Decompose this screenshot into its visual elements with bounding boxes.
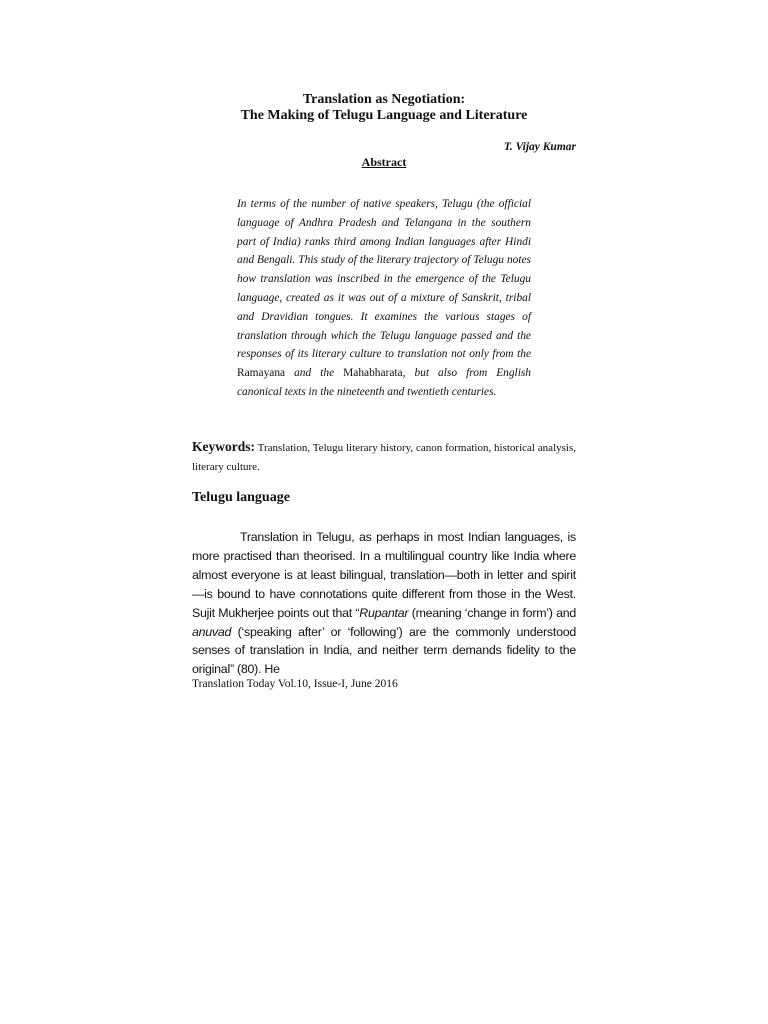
body-text-part-2: (meaning ‘change in form’) and	[408, 605, 577, 620]
page-footer: Translation Today Vol.10, Issue-I, June 2016	[192, 678, 398, 690]
body-text-part-1: Translation in Telugu, as perhaps in most Indian languages, is more practised than theorised. In a multilingual country like India where almost everyone is at least bilingual, translation—both in letter and spirit—is bound to have connotations quite different from those in the West. Sujit Mukherjee points out that “	[192, 530, 576, 620]
keywords-label: Keywords:	[192, 439, 255, 454]
keywords-paragraph	[192, 437, 576, 477]
abstract-title-ramayana: Ramayana	[237, 367, 286, 380]
abstract-title-mahabharata: Mahabharata	[343, 367, 403, 380]
body-term-anuvad: anuvad	[192, 624, 232, 639]
abstract-text-part-2: , but also from English canonical texts in the nineteenth and twentieth centuries.	[237, 367, 531, 398]
abstract-text-part-1: In terms of the number of native speakers, Telugu (the official language of Andhra Pradesh and Telangana in the southern part of India) ranks third among Indian languages after Hindi and Bengali. This study of the literary trajectory of Telugu notes how translation was inscribed in the emergence of the Telugu language, created as it was out of a mixture of Sanskrit, tribal and Dravidian tongues. It examines the various stages of translation through which the Telugu language passed and the responses of its literary culture to translation not only from the	[237, 198, 531, 361]
keywords-text: Translation, Telugu literary history, canon formation, historical analysis, literary culture.	[192, 442, 576, 473]
author-name: T. Vijay Kumar	[503, 141, 576, 153]
abstract-text-and-the: and the	[285, 367, 344, 380]
body-text-part-3: (‘speaking after’ or ‘following’) are the commonly understood senses of translation in India, and neither term demands fidelity to the original” (80). He	[192, 624, 576, 677]
body-term-rupantar: Rupantar	[359, 605, 409, 620]
section-heading: Telugu language	[192, 490, 290, 505]
body-paragraph	[192, 528, 576, 679]
paper-title-line-2: The Making of Telugu Language and Literature	[240, 108, 528, 123]
abstract-text	[237, 195, 531, 402]
paper-title-line-1: Translation as Negotiation:	[302, 92, 466, 107]
abstract-heading: Abstract	[361, 155, 407, 169]
